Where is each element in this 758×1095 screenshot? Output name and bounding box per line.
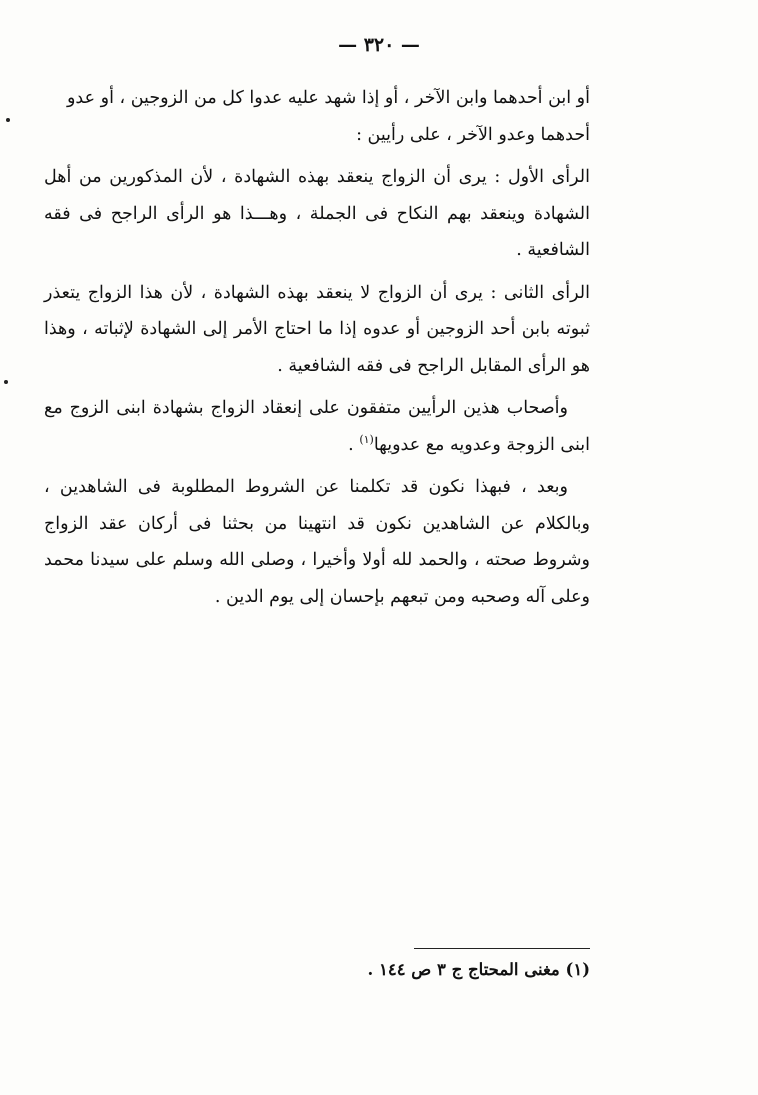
margin-mark	[4, 380, 8, 384]
paragraph-first-opinion	[44, 159, 590, 269]
conclusion-text: وبعد ، فبهذا نكون قد تكلمنا عن الشروط المطلوبة فى الشاهدين ، وبالكلام عن الشاهدين نكون قد انتهينا من بحثنا فى أركان عقد الزواج وشروط صحته ، والحمد لله أولا وأخيرا ، وصلى الله وسلم على سيدنا محمد وعلى آله وصحبه ومن تبعهم بإحسان إلى يوم الدين .	[44, 477, 590, 607]
paragraph-intro	[44, 80, 590, 153]
paragraph-second-opinion	[44, 275, 590, 385]
second-opinion-text: : يرى أن الزواج لا ينعقد بهذه الشهادة ، لأن هذا الزواج يتعذر ثبوته بابن أحد الزوجين أو عدوه إذا ما احتاج الأمر إلى الشهادة لإثباته ، وهذا هو الرأى المقابل الراجح فى فقه الشافعية .	[44, 282, 590, 376]
footnote-divider	[414, 948, 590, 949]
margin-mark	[6, 118, 10, 122]
first-opinion-text: : يرى أن الزواج ينعقد بهذه الشهادة ، لأن المذكورين من أهل الشهادة وينعقد بهم النكاح فى الجملة ، وهـــذا هو الرأى الراجح فى فقه الشافعية .	[44, 167, 590, 260]
page-number: — ٣٢٠ —	[338, 34, 420, 56]
second-opinion-label: الرأى الثانى	[503, 282, 590, 303]
agreement-end: .	[348, 434, 360, 455]
main-text	[44, 80, 590, 615]
intro-line-1: أو ابن أحدهما وابن الآخر ، أو إذا شهد عليه عدوا كل من الزوجين ، أو عدو	[66, 88, 590, 108]
footnote-reference[interactable]: (١)	[359, 432, 374, 446]
agreement-text: وأصحاب هذين الرأيين متفقون على إنعقاد الزواج بشهادة ابنى الزوج مع ابنى الزوجة وعدويه مع عدويها	[44, 398, 590, 455]
paragraph-conclusion	[44, 469, 590, 615]
footnote: (١) مغنى المحتاج ج ٣ ص ١٤٤ .	[367, 960, 590, 979]
first-opinion-label: الرأى الأول	[507, 167, 590, 187]
paragraph-agreement	[44, 390, 590, 463]
intro-line-2: أحدهما وعدو الآخر ، على رأيين :	[356, 124, 590, 145]
